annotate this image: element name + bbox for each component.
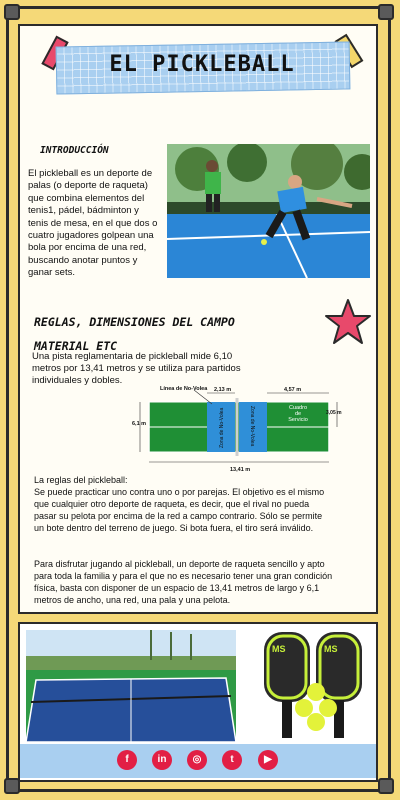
paddle-brand-right: MS xyxy=(324,644,338,654)
youtube-icon[interactable]: ▶ xyxy=(258,750,278,770)
players-photo xyxy=(167,144,370,278)
paddles-photo xyxy=(258,630,370,742)
right-zone-label: Zona de No-Volea xyxy=(249,406,255,447)
enjoy-paragraph: Para disfrutar jugando al pickleball, un deporte de raqueta sencillo y apto para toda la familia y para el que no es necesario tener una gran condición física, basta con disponer de un espacio de 13,41 metros de largo y 6,1 metros de ancho, una red, una pala y una pelota. xyxy=(34,559,333,605)
page-title: EL PICKLEBALL xyxy=(109,52,295,77)
dim-4-57-label: 4,57 m xyxy=(284,387,302,393)
linkedin-icon[interactable]: in xyxy=(152,750,172,770)
no-volley-line-label: Línea de No-Volea xyxy=(160,386,208,392)
court-dimensions-diagram xyxy=(132,382,347,472)
rules-paragraph: La reglas del pickleball: Se puede practicar uno contra uno o por parejas. El objetivo es el mismo que cualquier otro deporte de raqueta, es decir, que el rival no pueda pasar su pelota por encima de la red a campo contrario. Sólo se permite un bote dentro del terreno de juego. Si bota fuera, el tiro será inválido. xyxy=(34,475,325,533)
service-box-label-1: Cuadro xyxy=(288,405,308,411)
rules-heading: REGLAS, DIMENSIONES DEL CAMPO MATERIAL ETC xyxy=(34,315,235,353)
court-photo xyxy=(26,630,236,742)
dim-13-41-label: 13,41 m xyxy=(230,467,251,472)
left-zone-label: Zona de No-Volea xyxy=(219,407,225,448)
dim-3-05-label: 3,05 m xyxy=(326,410,342,416)
instagram-icon[interactable]: ◎ xyxy=(187,750,207,770)
frame-corner-top-left xyxy=(4,4,20,20)
service-box-label-3: Servicio xyxy=(288,417,308,423)
intro-paragraph: El pickleball es un deporte de palas (o deporte de raqueta) que combina elementos del tenis1, pádel, bádminton y tenis de mesa, en el que dos o cuatro jugadores golpean una bola por encima de una red, buscando anotar puntos y ganar sets. xyxy=(28,168,158,279)
star-icon xyxy=(324,298,372,346)
court-size-paragraph: Una pista reglamentaria de pickleball mide 6,10 metros por 13,41 metros y se utiliza para partidos individuales y dobles. xyxy=(32,351,241,386)
intro-heading: INTRODUCCIÓN xyxy=(40,145,109,156)
twitter-icon[interactable]: t xyxy=(222,750,242,770)
service-box-label-2: de xyxy=(294,411,302,417)
dim-2-13-label: 2,13 m xyxy=(214,387,232,393)
facebook-icon[interactable]: f xyxy=(117,750,137,770)
frame-corner-bottom-right xyxy=(378,778,394,794)
frame-corner-top-right xyxy=(378,4,394,20)
dim-6-1-label: 6,1 m xyxy=(132,421,147,427)
paddle-brand-left: MS xyxy=(272,644,286,654)
